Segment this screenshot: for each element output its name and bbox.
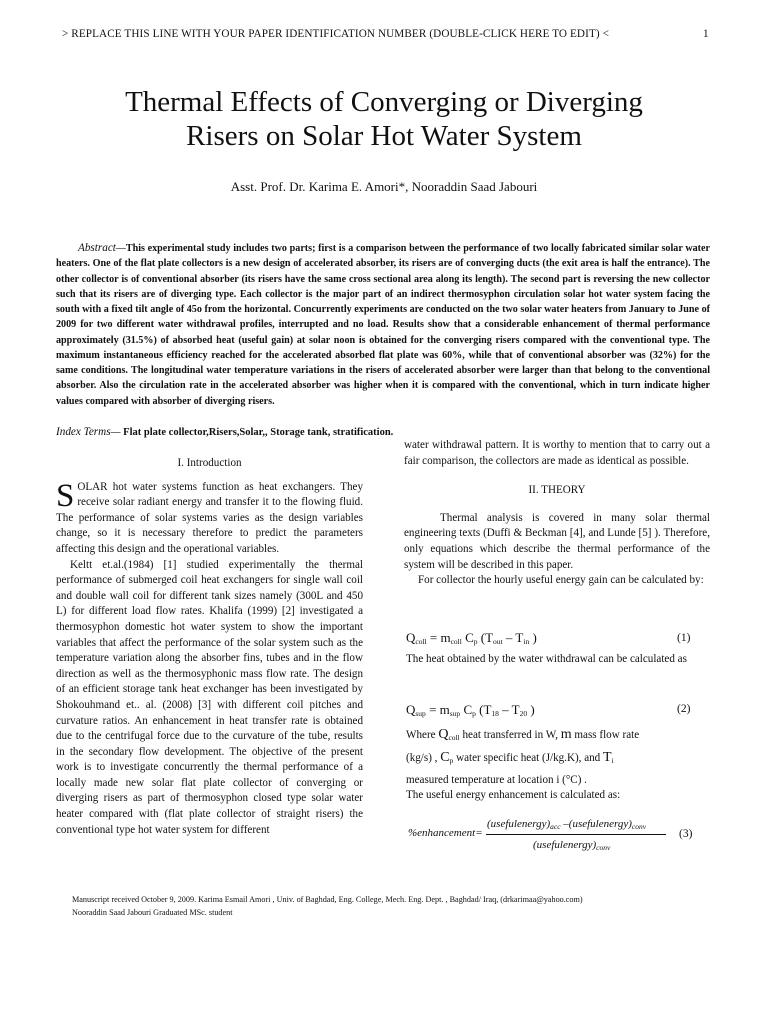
- running-head: > REPLACE THIS LINE WITH YOUR PAPER IDENTIFICATION NUMBER (DOUBLE-CLICK HERE TO EDIT) <: [62, 28, 610, 40]
- where-line-3: measured temperature at location i (°C) .: [406, 774, 587, 786]
- footnote-line-1: Manuscript received October 9, 2009. Karima Esmail Amori , Univ. of Baghdad, Eng. College, Mech. Eng. Dept. , Baghdad/ Iraq, (drkarimaa@yahoo.com): [72, 895, 583, 904]
- after-equation-1-text: The heat obtained by the water withdrawal can be calculated as: [406, 653, 687, 665]
- equation-3-number: (3): [679, 828, 693, 840]
- index-terms: [56, 426, 393, 438]
- abstract: [56, 241, 710, 409]
- equation-3-numerator: $(usefulenergy)_{acc}$ $-(usefulenergy)_{conv}$: [487, 818, 647, 831]
- authors: Asst. Prof. Dr. Karima E. Amori*, Nooraddin Saad Jabouri: [230, 179, 538, 194]
- page-number: 1: [703, 28, 709, 40]
- intro-paragraph-1: SOLAR hot water systems function as heat exchangers. They receive solar radiant energy and transfer it to the flowing fluid. The performance of solar systems varies as the design variables change, so it is necessary therefore to predict the parameters affecting this design and the operational variables.: [56, 477, 363, 555]
- abstract-body: This experimental study includes two parts; first is a comparison between the performance of two locally fabricated similar solar water heaters. One of the flat plate collectors is a new design of accelerated absorber, its risers are of converging ducts (the exit area is half the entrance). The other collector is of conventional absorber (its risers have the same cross sectional area along its length). The second part is reversing the new collector such that its risers are of diverging type. Each collector is the major part of an indirect thermosyphon circulation solar hot water system facing the south with a fixed tilt angle of 45o from the horizontal. Concurrently experiments are conducted on the two solar water heaters from January to June of 2009 for two different water withdrawal profiles, interrupted and no load. Results show that a considerable enhancement of thermal performance approximately (31.5%) of absorbed heat (useful gain) at solar noon is obtained for the converging risers compared with the conventional type. The maximum instantaneous efficiency reached for the accelerated absorbed flat plate was 60%, while that of conventional absorber was (32%) for the same conditions. The longitudinal water temperature variations in the risers of accelerated absorber were larger than that belong to the conventional absorber. Also the circulation rate in the accelerated absorber was higher when it is compared with the conventional, which in turn indicate higher values compared with absorber of diverging risers.: [56, 243, 710, 407]
- abstract-lead: Abstract—: [78, 242, 126, 254]
- equation-3-denominator: $(usefulenergy)_{conv}$: [533, 839, 611, 852]
- where-line-1: Where $Q_{coll}$ heat transferred in W, m mass flow rate: [406, 727, 640, 742]
- left-column: [56, 456, 363, 838]
- equation-3-lhs: %enhancement=: [408, 827, 483, 839]
- continued-paragraph: water withdrawal pattern. It is worthy to mention that to carry out a fair comparison, the collectors are made as identical as possible.: [404, 439, 710, 467]
- drop-cap: S: [56, 477, 75, 514]
- intro-paragraph-2: Keltt et.al.(1984) [1] studied experimentally the thermal performance of submerged coil heat exchangers for single wall coil and double wall coil for different tank sizes namely (300L and 450 L) for different load flow rates. Khalifa (1999) [2] investigated a thermosyphon domestic hot water system to show the important variables that affect the performance of the solar system such as the temperature variation along the absorber fins, tubes and in the flow direction as well as the thermosyphonic mass flow rate. The design of an efficient storage tank heat exchanger has been investigated by Shokouhmand et.. al. (2008) [3] with different coil pitches and curvature ratios. An enhancement in heat transfer rate is obtained due to the centrifugal force due to the curvature of the tube, results in the secondary flow development. The objective of the present work is to investigate concurrently the thermal performance of a locally made new solar flat plate collector of converging or diverging risers as part of thermosyphon closed type solar water heater compared with (flat plate collector of straight risers) the conventional type hot water system for different: [56, 558, 363, 836]
- section-heading-theory: II. THEORY: [528, 484, 586, 497]
- index-terms-lead: Index Terms—: [56, 426, 121, 438]
- paper-title-line-2: Risers on Solar Hot Water System: [186, 120, 582, 152]
- section-heading-introduction: I. Introduction: [177, 457, 242, 469]
- where-line-2: (kg/s) , $C_p$ water specific heat (J/kg.K), and $T_i$: [406, 750, 614, 765]
- equation-2: $Q_{sup} = m_{sup}$ $C_p$ ($T_{18} - T_{20}$ ): [406, 702, 535, 718]
- footnote: [72, 893, 722, 919]
- enhancement-text: The useful energy enhancement is calculated as:: [406, 789, 621, 801]
- paper-title-line-1: Thermal Effects of Converging or Diverging: [125, 86, 643, 118]
- footnote-line-2: Nooraddin Saad Jabouri Graduated MSc. student: [72, 908, 233, 917]
- theory-paragraph-2: For collector the hourly useful energy gain can be calculated by:: [418, 574, 704, 587]
- equation-2-number: (2): [677, 703, 691, 715]
- equation-1: $Q_{coll} = m_{coll}$ $C_p$ ($T_{out} - T_{in}$ ): [406, 630, 537, 646]
- theory-paragraph-1: Thermal analysis is covered in many solar thermal engineering texts (Duffi & Beckman [4], and Lunde [5] ). Therefore, only equations which describe the thermal performance of the system will be described in this paper.: [404, 511, 710, 571]
- fraction-bar: [486, 834, 666, 835]
- right-column-top: [404, 438, 710, 589]
- index-terms-body: Flat plate collector,Risers,Solar,, Storage tank, stratification.: [120, 427, 394, 438]
- equation-1-number: (1): [677, 632, 691, 644]
